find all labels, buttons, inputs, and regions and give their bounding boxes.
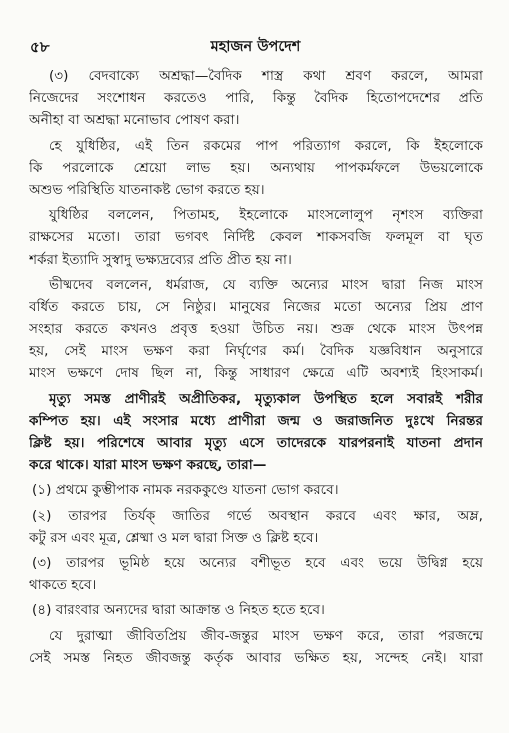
paragraph: [29, 625, 483, 669]
paragraph: [29, 204, 483, 271]
text-line: শর্করা ইত্যাদি সুস্বাদু ভক্ষ্যদ্রব্যের প্রতি প্রীত হয় না।: [29, 251, 292, 268]
body-text: [29, 65, 483, 669]
text-line: যে দুরাত্মা জীবিতপ্রিয় জীব-জন্তুর মাংস ভক্ষণ করে, তারা পরজন্মে: [49, 627, 483, 644]
text-line: কটু রস এবং মূত্র, শ্লেষ্মা ও মল দ্বারা সিক্ত ও ক্লিষ্ট হবে।: [29, 529, 319, 546]
paragraph: [29, 388, 483, 477]
text-line: ক্লিষ্ট হয়। পরিশেষে আবার মৃত্যু এসে তাদেরকে যারপরনাই যাতনা প্রদান: [29, 435, 483, 451]
paragraph: [29, 135, 483, 202]
text-line: বর্ধিত করতে চায়, সে নিষ্ঠুর। মানুষের নিজের মতো অন্যের প্রিয় প্রাণ: [29, 298, 483, 315]
list-item: [29, 479, 483, 501]
text-line: ভীষ্মদেব বললেন, ধর্মরাজ, যে ব্যক্তি অন্যের মাংস দ্বারা নিজ মাংস: [49, 276, 483, 293]
text-line: (১) প্রথমে কুম্ভীপাক নামক নরককুণ্ডে যাতনা ভোগ করবে।: [32, 482, 339, 499]
text-line: (২) তারপর তির্যক্ জাতির গর্ভে অবস্থান করবে এবং ক্ষার, অম্ল,: [32, 507, 483, 524]
text-line: কি পরলোকে শ্রেয়ো লাভ হয়। অন্যথায় পাপকর্মফলে উভয়লোকে: [29, 159, 483, 176]
text-line: সেই সমস্ত নিহত জীবজন্তু কর্তৃক আবার ভক্ষিত হয়, সন্দেহ নেই। যারা: [29, 649, 483, 666]
text-line: কম্পিত হয়। এই সংসার মধ্যে প্রাণীরা জন্ম ও জরাজনিত দুঃখে নিরন্তর: [29, 412, 483, 429]
paragraph: [29, 65, 483, 132]
text-line: যুধিষ্ঠির বললেন, পিতামহ, ইহলোকে মাংসলোলুপ নৃশংস ব্যক্তিরা: [49, 207, 483, 224]
list-item: [29, 599, 483, 621]
text-line: (৩) বেদবাক্যে অশ্রদ্ধা—বৈদিক শাস্ত্র কথা শ্রবণ করলে, আমরা: [49, 68, 483, 84]
list-item: [29, 552, 483, 596]
text-line: (৪) বারংবার অন্যদের দ্বারা আক্রান্ত ও নিহত হতে হবে।: [32, 602, 325, 619]
text-line: মৃত্যু সমস্ত প্রাণীরই অপ্রীতিকর, মৃত্যুকাল উপস্থিত হলে সবারই শরীর: [49, 390, 483, 407]
text-line: অনীহা বা অশ্রদ্ধা মনোভাব পোষণ করা।: [29, 112, 240, 129]
text-line: নিজেদের সংশোধন করতেও পারি, কিন্তু বৈদিক হিতোপদেশের প্রতি: [29, 90, 483, 107]
text-line: অশুভ পরিস্থিতি যাতনাকষ্ট ভোগ করতে হয়।: [29, 181, 265, 198]
page-header: [30, 36, 481, 58]
text-line: হয়, সেই মাংস ভক্ষণ করা নির্ঘৃণের কর্ম। বৈদিক যজ্ঞবিধান অনুসারে: [29, 343, 483, 360]
page-number: ৫৮: [30, 38, 50, 56]
text-line: হে যুধিষ্ঠির, এই তিন রকমের পাপ পরিত্যাগ করলে, কি ইহলোকে: [49, 137, 483, 154]
text-line: সংহার করতে কখনও প্রবৃত্ত হওয়া উচিত নয়। শুক্র থেকে মাংস উৎপন্ন: [29, 321, 483, 338]
text-line: মাংস ভক্ষণে দোষ ছিল না, কিন্তু সাধারণ ক্ষেত্রে এটি অবশ্যই হিংসাকর্ম।: [29, 365, 483, 382]
paragraph: [29, 274, 483, 385]
list-item: [29, 505, 483, 549]
text-line: (৩) তারপর ভূমিষ্ঠ হয়ে অন্যের বশীভূত হবে এবং ভয়ে উদ্বিগ্ন হয়ে: [32, 554, 483, 571]
text-line: রাক্ষসের মতো। তারা ভগবৎ নির্দিষ্ট কেবল শাকসবজি ফলমূল বা ঘৃত: [29, 229, 483, 246]
text-line: করে থাকে। যারা মাংস ভক্ষণ করছে, তারা—: [29, 457, 267, 474]
text-line: থাকতে হবে।: [29, 577, 97, 594]
running-title: মহাজন উপদেশ: [210, 39, 301, 55]
